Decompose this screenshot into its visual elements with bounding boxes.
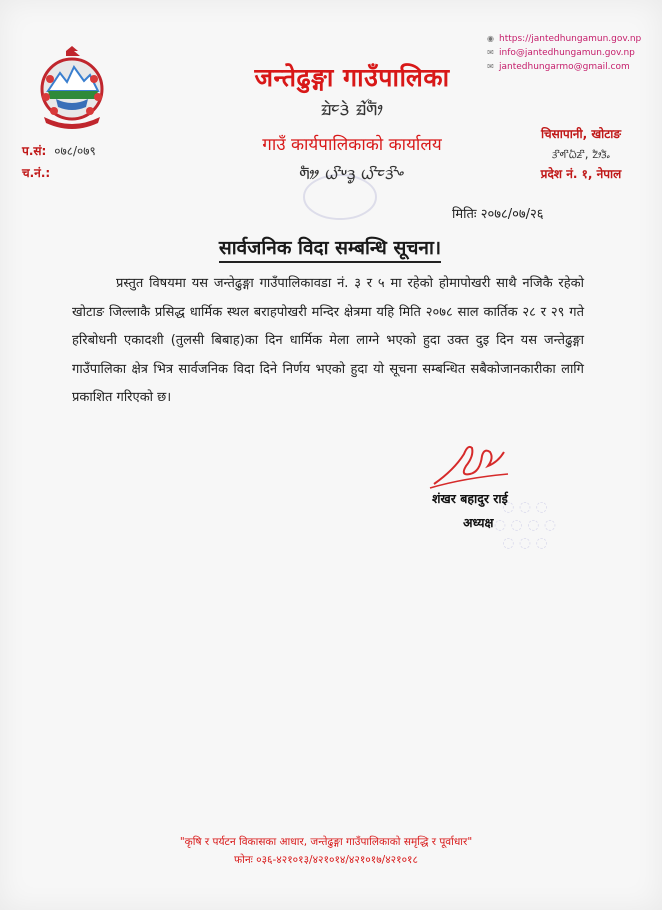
website-text: https://jantedhungamun.gov.np xyxy=(499,34,642,44)
email-icon: ✉ xyxy=(487,62,494,71)
notice-body: प्रस्तुत विषयमा यस जन्तेढुङ्गा गाउँपालिकावडा नं. ३ र ५ मा रहेको होमापोखरी साथै नजिकै रहेको खोटाङ जिल्लाकै प्रसिद्ध धार्मिक स्थल बराहपोखरी मन्दिर क्षेत्रमा यहि मिति २०७८ साल कार्तिक २८ र २९ गते हरिबोधनी एकादशी (तुलसी बिबाह)का दिन धार्मिक मेला लाग्ने भएको हुदा उक्त दुइ दिन यस जन्तेढुङ्गा गाउँपालिका क्षेत्र भित्र सार्वजनिक विदा दिने निर्णय भएको हुदा यो सूचना सम्बन्धित सबैकोजानकारीका लागि प्रकाशित गरिएको छ। xyxy=(72,276,584,405)
patra-label: प.सं: xyxy=(22,144,47,158)
address-line-2-limbu: ᤋᤡᤛᤡᤐᤠᤏᤡ, ᤁᤥᤋᤠᤱ xyxy=(552,147,610,161)
letter-date xyxy=(452,204,544,222)
contact-info xyxy=(486,32,656,74)
notice-heading-text: सार्वजनिक विदा सम्बन्धि सूचना। xyxy=(219,237,441,263)
office-address xyxy=(516,124,646,184)
reference-block xyxy=(22,140,96,184)
contact-website xyxy=(486,32,656,46)
chalani-number xyxy=(22,162,96,184)
email-icon: ✉ xyxy=(487,48,494,57)
email-official-text: info@jantedhungamun.gov.np xyxy=(499,48,635,58)
nepal-government-emblem-icon xyxy=(36,45,108,131)
date-value: २०७८/०७/२६ xyxy=(480,207,544,222)
office-name-limbu: ᤛᤦ ᤐᤡᤸᤋᤢ ᤐᤡᤰᤋᤡᤴ xyxy=(299,162,405,184)
patra-value: ०७८/०७९ xyxy=(54,144,96,158)
office-name: गाउँ कार्यपालिकाको कार्यालय xyxy=(262,135,442,155)
signatory-role: अध्यक्ष xyxy=(463,515,494,530)
footer-slogan: "कृषि र पर्यटन विकासका आधार, जन्तेढुङ्गा गाउँपालिकाको समृद्धि र पूर्वाधार" xyxy=(179,836,473,848)
address-line-1: चिसापानी, खोटाङ xyxy=(540,127,622,141)
patra-sankhya xyxy=(22,140,96,162)
footer-phone: फोनः ०३६-४२१०१३/४२१०१४/४२१०१७/४२१०१८ xyxy=(234,854,418,866)
contact-email-gmail xyxy=(486,60,656,74)
municipality-title: जन्तेढुङ्गा गाउँपालिका xyxy=(254,63,450,92)
notice-heading xyxy=(80,234,580,260)
municipality-title-limbu: ᤀᤧᤰᤋᤧ ᤀᤨᤛᤥ xyxy=(320,96,384,120)
handwritten-signature xyxy=(424,434,514,492)
chalani-label: च.नं.: xyxy=(22,166,51,180)
contact-email-official xyxy=(486,46,656,60)
address-line-3: प्रदेश नं. १, नेपाल xyxy=(540,167,622,181)
globe-icon: ◉ xyxy=(487,34,494,43)
signatory-name: शंखर बहादुर राई xyxy=(432,491,508,506)
email-gmail-text: jantedhungarmo@gmail.com xyxy=(499,62,630,72)
faded-chairperson-stamp: ◌ ◌ ◌ ◌ ◌ ◌ ◌ ◌ ◌ ◌ xyxy=(493,499,557,551)
date-label: मितिः xyxy=(452,207,477,222)
